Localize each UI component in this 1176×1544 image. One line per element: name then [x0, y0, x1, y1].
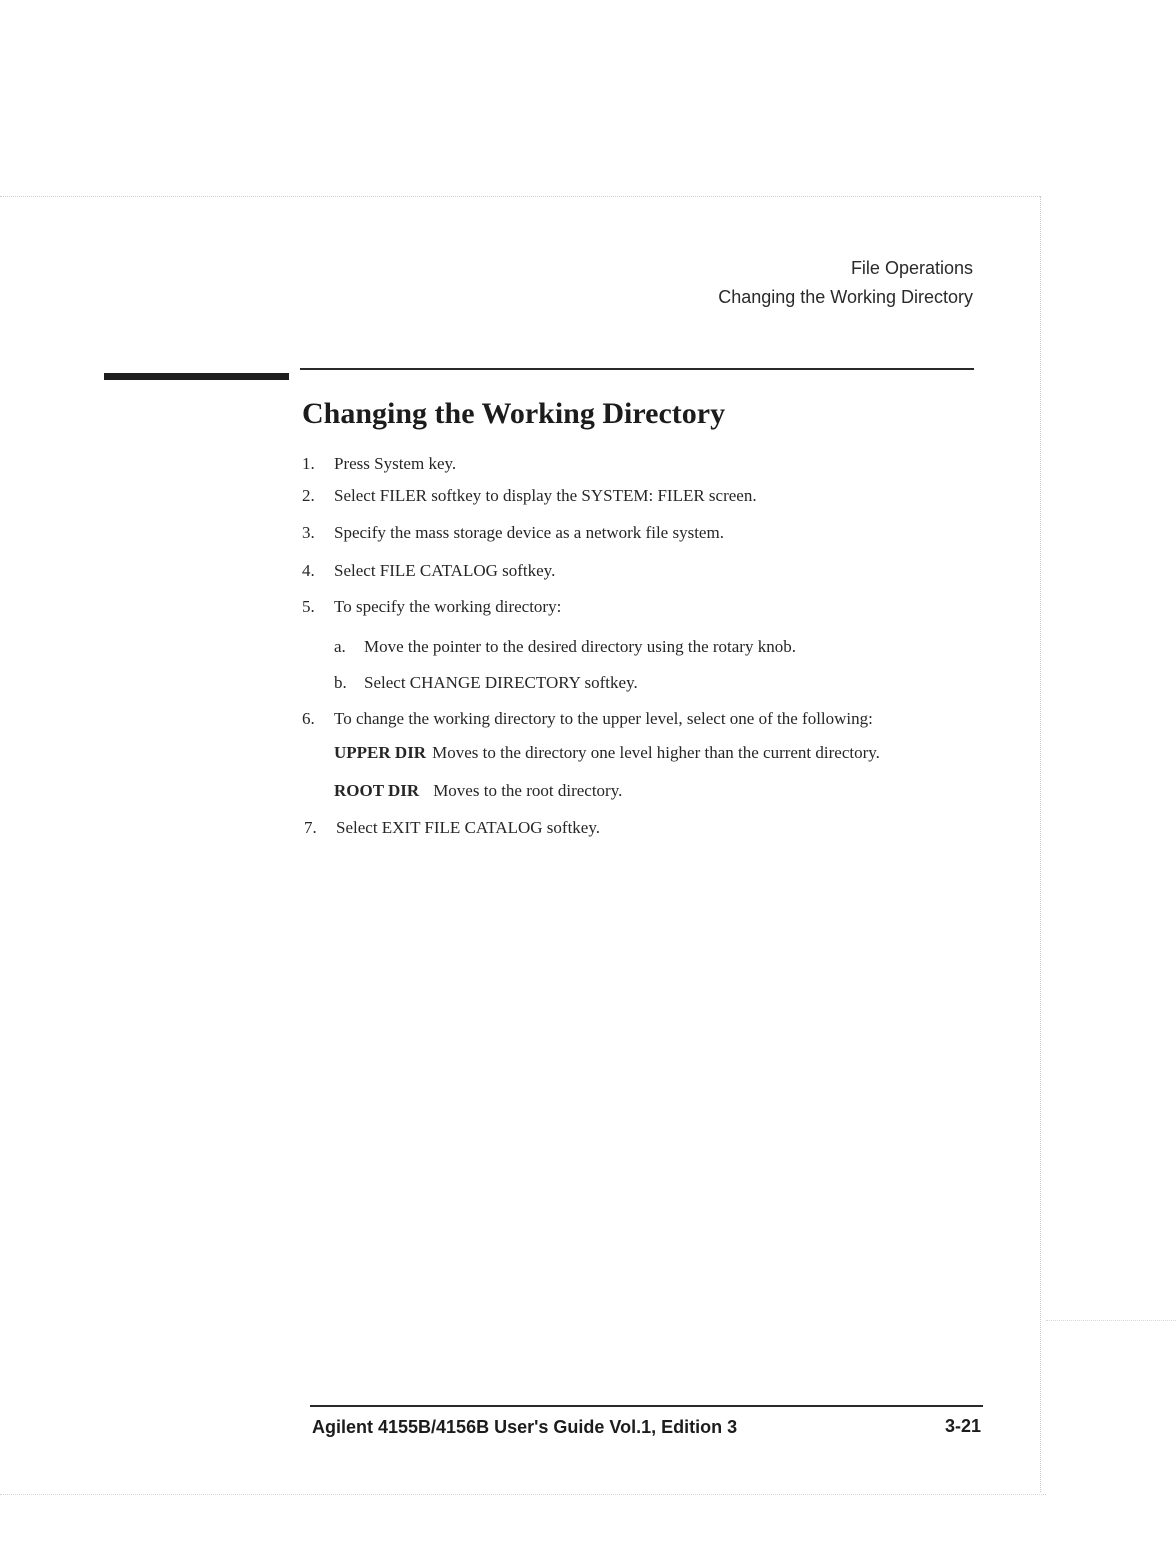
step-text: Specify the mass storage device as a network file system. — [334, 523, 724, 542]
scan-edge-tab — [1046, 1320, 1176, 1321]
option-description: Moves to the directory one level higher than the current directory. — [432, 743, 880, 762]
step-5b — [334, 671, 638, 695]
step-6 — [302, 707, 873, 731]
step-5 — [302, 595, 561, 619]
footer-title: Agilent 4155B/4156B User's Guide Vol.1, Edition 3 — [312, 1417, 738, 1437]
option-key: UPPER DIR — [334, 743, 427, 762]
step-text: Press System key. — [334, 454, 457, 473]
step-1 — [302, 452, 456, 476]
step-text: Move the pointer to the desired directory using the rotary knob. — [364, 637, 796, 656]
step-7 — [304, 816, 600, 840]
step-4 — [302, 559, 555, 583]
step-number: 2. — [302, 486, 315, 505]
step-text: Select EXIT FILE CATALOG softkey. — [336, 818, 600, 837]
page-number: 3-21 — [944, 1416, 981, 1436]
step-number: 6. — [302, 709, 315, 728]
running-header — [718, 254, 973, 312]
step-number: 1. — [302, 454, 315, 473]
option-key: ROOT DIR — [334, 781, 420, 800]
scan-edge-right — [1040, 196, 1041, 1492]
step-5a — [334, 635, 796, 659]
step-number: 7. — [304, 818, 317, 837]
title-rule — [300, 368, 974, 370]
step-text: Select FILER softkey to display the SYSTEM: FILER screen. — [334, 486, 757, 505]
step-3 — [302, 521, 724, 545]
running-header-chapter: File Operations — [850, 258, 973, 278]
step-number: b. — [334, 673, 347, 692]
option-root-dir — [334, 779, 622, 803]
step-number: 3. — [302, 523, 315, 542]
step-text: Select CHANGE DIRECTORY softkey. — [364, 673, 638, 692]
footer-rule — [310, 1405, 983, 1407]
scan-edge-top — [0, 196, 1040, 197]
step-text: Select FILE CATALOG softkey. — [334, 561, 556, 580]
section-marker-bar — [104, 373, 289, 380]
step-text: To specify the working directory: — [334, 597, 562, 616]
option-description: Moves to the root directory. — [433, 781, 623, 800]
step-number: 4. — [302, 561, 315, 580]
option-upper-dir — [334, 741, 880, 765]
running-header-section: Changing the Working Directory — [718, 287, 973, 307]
section-title: Changing the Working Directory — [302, 397, 726, 430]
step-2 — [302, 484, 757, 508]
step-text: To change the working directory to the upper level, select one of the following: — [334, 709, 873, 728]
step-number: a. — [334, 637, 346, 656]
scan-edge-bottom — [0, 1494, 1046, 1495]
step-number: 5. — [302, 597, 315, 616]
